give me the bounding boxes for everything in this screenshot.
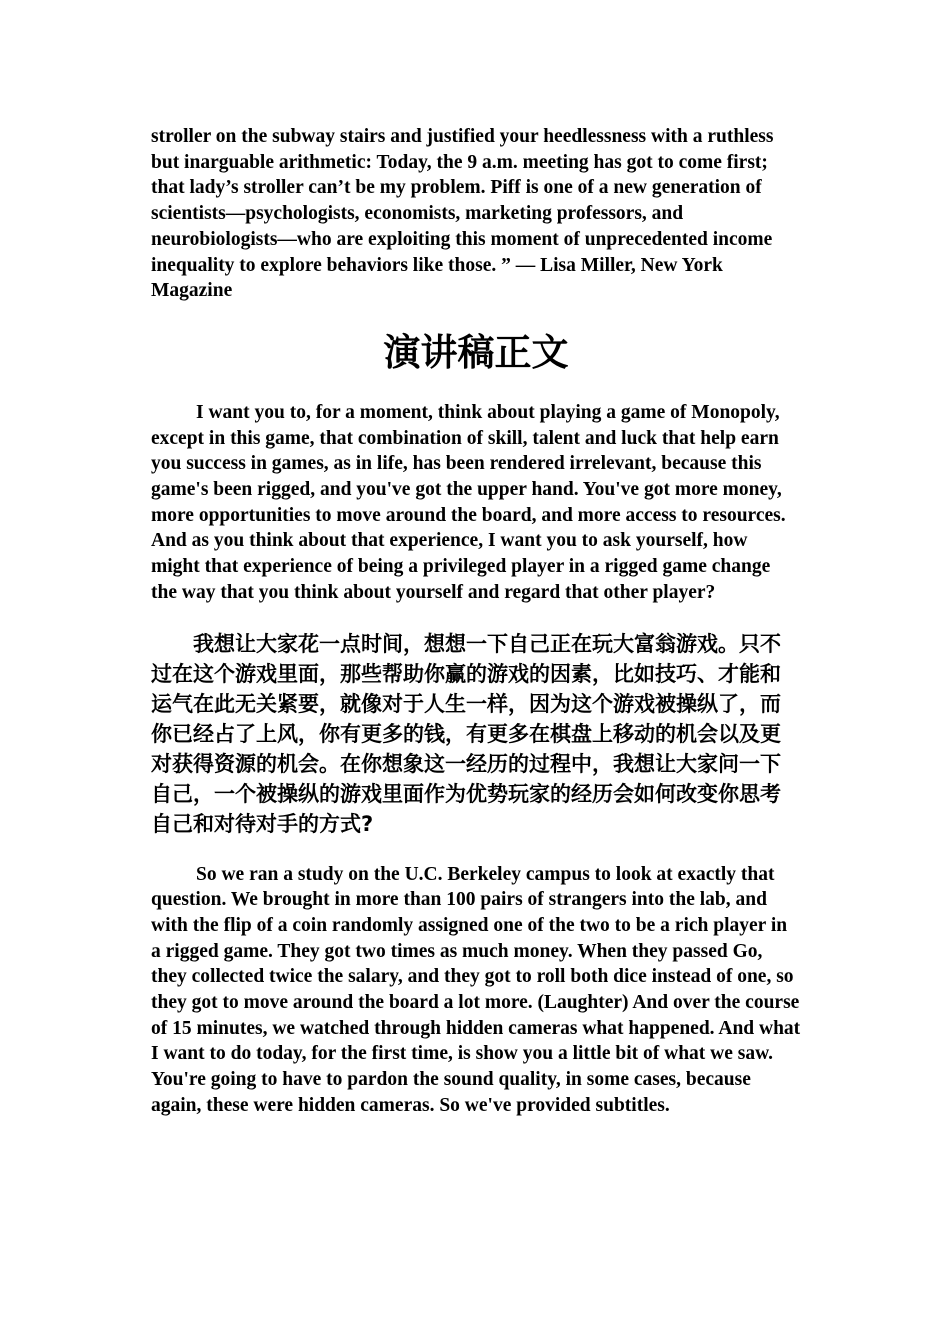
english-paragraph-study: So we ran a study on the U.C. Berkeley campus to look at exactly that question. We brought in more than 100 pairs of strangers into the lab, and with the flip of a coin randomly assigned one of the two to be a rich player in a rigged game. They got two times as much money. When they passed Go, they collected twice the salary, and they got to roll both dice instead of one, so they got to move around the board a lot more. (Laughter) And over the course of 15 minutes, we watched through hidden cameras what happened. And what I want to do today, for the first time, is show you a little bit of what we saw. You're going to have to pardon the sound quality, in some cases, because again, these were hidden cameras. So we've provided subtitles. bbox=[151, 863, 801, 1116]
section-heading: 演讲稿正文 bbox=[383, 330, 569, 374]
quote-paragraph: stroller on the subway stairs and justified your heedlessness with a ruthless but inarguable arithmetic: Today, the 9 a.m. meeting has got to come first; that lady’s stroller can’t be my problem. Piff is one of a new generation of scientists—psychologists, economists, marketing professors, and neurobiologists—who are exploiting this moment of unprecedented income inequality to explore behaviors like those. ” — Lisa Miller, New York Magazine bbox=[151, 126, 774, 302]
chinese-paragraph-monopoly: 我想让大家花一点时间，想想一下自己正在玩大富翁游戏。只不过在这个游戏里面，那些帮助你赢的游戏的因素，比如技巧、才能和运气在此无关紧要，就像对于人生一样，因为这个游戏被操纵了，而你已经占了上风，你有更多的钱，有更多在棋盘上移动的机会以及更对获得资源的机会。在你想象这一经历的过程中，我想让大家问一下自己，一个被操纵的游戏里面作为优势玩家的经历会如何改变你思考自己和对待对手的方式? bbox=[151, 631, 781, 836]
document-page bbox=[151, 124, 801, 1119]
english-paragraph-monopoly: I want you to, for a moment, think about playing a game of Monopoly, except in this game, that combination of skill, talent and luck that help earn you success in games, as in life, has been rendered irrelevant, because this game's been rigged, and you've got the upper hand. You've got more money, more opportunities to move around the board, and more access to resources. And as you think about that experience, I want you to ask yourself, how might that experience of being a privileged player in a rigged game change the way that you think about yourself and regard that other player? bbox=[151, 401, 786, 603]
